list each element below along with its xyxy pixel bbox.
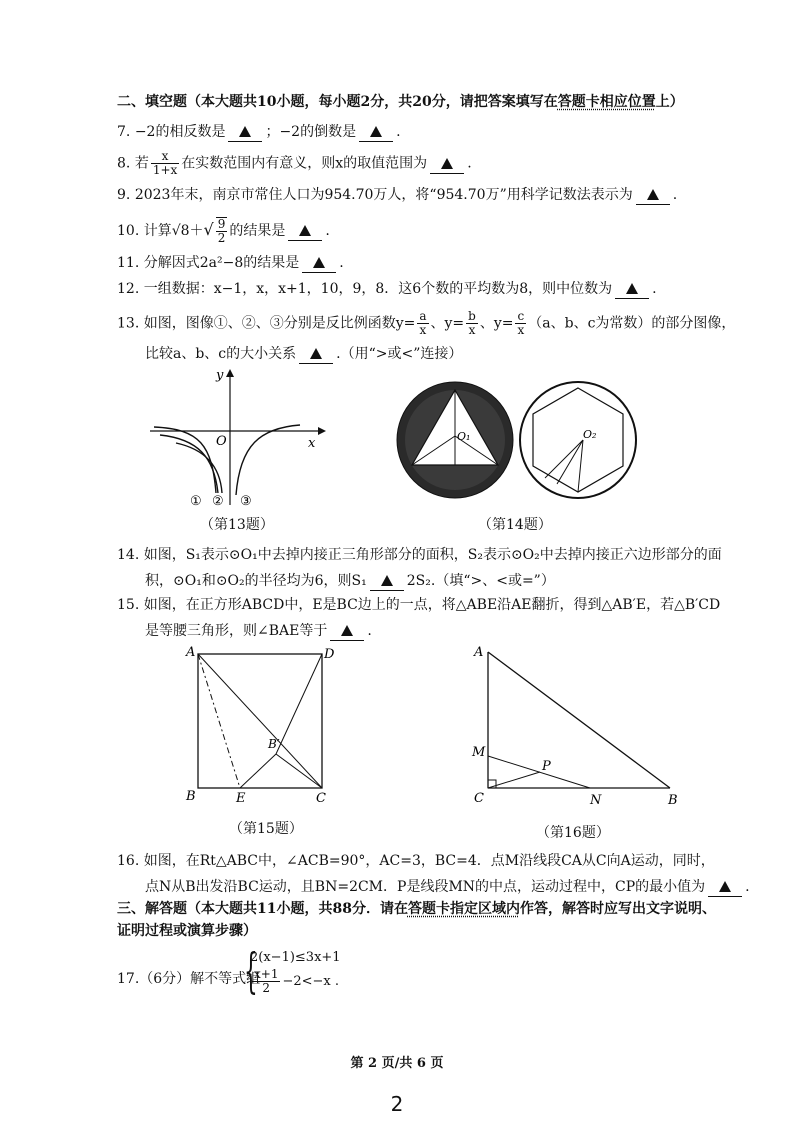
question-13: 13. 如图，图像①、②、③分别是反比例函数y= $\frac{a}{x}$ 、y= $\frac{b}{x}$ 、y= $\frac{c}{x}$ （a、b、c为常数）的部分图像， bbox=[117, 309, 736, 337]
triangle-icon bbox=[647, 189, 659, 200]
svg-text:C: C bbox=[474, 791, 484, 806]
svg-text:E: E bbox=[236, 791, 246, 806]
question-13-line2: 比较a、b、c的大小关系 .（用“>或<”连接） bbox=[145, 346, 463, 362]
svg-text:O₁: O₁ bbox=[457, 430, 471, 443]
question-14-line2: 积，⊙O₁和⊙O₂的半径均为6，则S₁ 2S₂.（填“>、<或=”） bbox=[145, 573, 555, 589]
triangle-icon bbox=[719, 881, 731, 892]
answer-blank bbox=[636, 186, 670, 205]
question-14: 14. 如图，S₁表示⊙O₁中去掉内接正三角形部分的面积，S₂表示⊙O₂中去掉内接正六边形部分的面 bbox=[117, 547, 722, 563]
inequality-2: $\frac{x+1}{2}$ −2<−x . bbox=[254, 967, 340, 995]
triangle-icon bbox=[310, 348, 322, 359]
svg-text:O₂: O₂ bbox=[583, 428, 597, 441]
inequality-system bbox=[250, 950, 341, 995]
fraction: $\frac{c}{x}$ bbox=[517, 309, 525, 337]
svg-text:x: x bbox=[308, 436, 316, 451]
figure-14-circles bbox=[395, 378, 645, 504]
section-2-header: 二、填空题（本大题共10小题，每小题2分，共20分，请把答案填写在答题卡相应位置上） bbox=[117, 94, 684, 110]
question-8: 8. 若 $\frac{x}{1+x}$ 在实数范围内有意义，则x的取值范围为 . bbox=[117, 149, 472, 177]
question-17: 17.（6分）解不等式组 bbox=[117, 971, 261, 987]
answer-blank bbox=[359, 123, 393, 142]
question-16-line2: 点N从B出发沿BC运动，且BN=2CM．P是线段MN的中点，运动过程中，CP的最小值为 . bbox=[145, 879, 750, 895]
triangle-icon bbox=[370, 126, 382, 137]
svg-text:O: O bbox=[216, 434, 227, 449]
svg-text:①: ① bbox=[190, 494, 202, 509]
figure-14-caption: （第14题） bbox=[478, 517, 552, 533]
svg-text:②: ② bbox=[212, 494, 224, 509]
svg-text:C: C bbox=[316, 791, 326, 806]
answer-blank bbox=[330, 622, 364, 641]
question-9: 9. 2023年末，南京市常住人口为954.70万人，将“954.70万”用科学记数法表示为 . bbox=[117, 187, 678, 203]
triangle-icon bbox=[381, 575, 393, 586]
figure-13-caption: （第13题） bbox=[200, 517, 274, 533]
svg-text:y: y bbox=[216, 368, 224, 383]
svg-text:A: A bbox=[474, 645, 484, 660]
answer-blank bbox=[615, 280, 649, 299]
fraction: $\frac{9}{2}$ bbox=[217, 217, 226, 245]
question-10: 10. 计算√8＋√ $\frac{9}{2}$ 的结果是 . bbox=[117, 217, 330, 245]
svg-text:M: M bbox=[472, 745, 486, 760]
triangle-icon bbox=[313, 257, 325, 268]
triangle-icon bbox=[626, 283, 638, 294]
page-number: 2 bbox=[390, 1092, 404, 1116]
question-12: 12. 一组数据：x−1，x，x+1，10，9，8．这6个数的平均数为8，则中位数为 . bbox=[117, 281, 657, 297]
system-brace: { bbox=[244, 943, 258, 999]
answer-blank bbox=[228, 123, 262, 142]
answer-blank bbox=[370, 572, 404, 591]
figure-16-triangle bbox=[470, 642, 690, 812]
svg-text:D: D bbox=[324, 647, 335, 662]
fraction: $\frac{b}{x}$ bbox=[468, 309, 476, 337]
question-7: 7. −2的相反数是 ；−2的倒数是 . bbox=[117, 124, 401, 140]
figure-15-caption: （第15题） bbox=[229, 821, 303, 837]
svg-text:③: ③ bbox=[240, 494, 252, 509]
svg-text:B: B bbox=[186, 789, 196, 804]
answer-blank bbox=[302, 254, 336, 273]
page-footer: 第 2 页/共 6 页 bbox=[350, 1056, 444, 1071]
svg-text:B: B bbox=[668, 793, 678, 808]
section-3-header-line2: 证明过程或演算步骤） bbox=[117, 923, 257, 939]
fraction: $\frac{a}{x}$ bbox=[419, 309, 427, 337]
svg-text:P: P bbox=[542, 759, 551, 774]
svg-text:N: N bbox=[590, 793, 602, 808]
answer-blank bbox=[299, 345, 333, 364]
svg-text:B′: B′ bbox=[268, 737, 280, 751]
question-15: 15. 如图，在正方形ABCD中，E是BC边上的一点，将△ABE沿AE翻折，得到△AB′E，若△B′CD bbox=[117, 597, 721, 613]
fraction: $\frac{x+1}{2}$ bbox=[254, 967, 279, 995]
triangle-icon bbox=[299, 225, 311, 236]
question-16: 16. 如图，在Rt△ABC中，∠ACB=90°，AC=3，BC=4．点M沿线段CA从C向A运动，同时， bbox=[117, 853, 715, 869]
answer-blank bbox=[708, 878, 742, 897]
section-3-header: 三、解答题（本大题共11小题，共88分．请在答题卡指定区域内作答，解答时应写出文字说明、 bbox=[117, 901, 716, 917]
answer-blank bbox=[288, 222, 322, 241]
fraction: $\frac{x}{1+x}$ bbox=[152, 149, 178, 177]
question-11: 11. 分解因式2a²−8的结果是 . bbox=[117, 255, 344, 271]
triangle-icon bbox=[341, 625, 353, 636]
inequality-1: 2(x−1)≤3x+1 bbox=[250, 950, 341, 965]
triangle-icon bbox=[441, 158, 453, 169]
question-15-line2: 是等腰三角形，则∠BAE等于 . bbox=[145, 623, 372, 639]
figure-15-square bbox=[180, 642, 340, 812]
svg-text:A: A bbox=[186, 645, 196, 660]
figure-16-caption: （第16题） bbox=[536, 825, 610, 841]
triangle-icon bbox=[239, 126, 251, 137]
figure-13-graph bbox=[140, 365, 340, 515]
answer-blank bbox=[430, 155, 464, 174]
